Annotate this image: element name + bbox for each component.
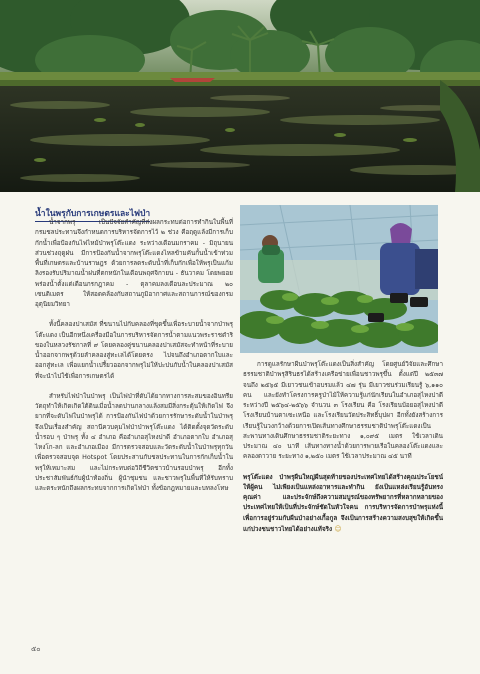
paragraph-forest-fire: สำหรับไฟป่าในป่าพรุ เป็นไฟป่าที่ดับได้ยากทางการสะสมของอินทรียวัตถุทำให้เกิดเกิดใต้ดินเมื่อน้ำลดปานกลางแล้งสมมีสิ่งกระตุ้นให้เกิดไฟ จึงยากที่จะดับไฟในป่าพรุได้ การป้องกันไฟป่าด้วยการรักษาระดับน้ำในป่าพรุจึงเป็นเรื่องสำคัญ สถานีควบคุมไฟป่าป่าพรุโต๊ะแดง ได้ติดตั้งจุดวัดระดับน้ำรอบ ๆ ป่าพรุ ทั้ง ๔ อำเภอ คืออำเภอสุไหงปาดี อำเภอตากใบ อำเภอสุไหงโก-ลก และอำเภอเมือง มีการตรวจสอบและวัดระดับน้ำในป่าพรุทุกวันเพื่อตรวจสอบจุด Hotspot โดยประสานกับชลประทานในการกักเก็บน้ำในพรุให้เหมาะสม และไม่กระทบต่อวิถีชีวิตชาวบ้านรอบป่าพรุ อีกทั้งประชาสัมพันธ์กับผู้นำท้องถิ่น ผู้นำชุมชน และชาวพรุในพื้นที่ให้รับทราบและตระหนักถึงผลกระทบจากการเกิดไฟป่า ทั้งข้อกฎหมายและบทลงโทษ (35, 392, 233, 492)
paragraph-water-management: น้ำจากพรุ เป็นปัจจัยสำคัญที่ส่งผลกระทบต่อการทำกินในพื้นที่ กรมชลประทานจึงกำหนดการบริหารจัดการไว้ ๒ ช่วง คือฤดูแล้งมีการเก็บกักน้ำเพื่อป้องกันไฟไหม้ป่าพรุโต๊ะแดง ระหว่างเดือนมกราคม - มิถุนายน ส่วนช่วงฤดูฝน มีการป้องกันน้ำจากพรุโต๊ะแดงไหลข้ามคันกั้นน้ำเข้าท่วมพื้นที่เกษตรและบ้านราษฎร ด้วยการลดระดับน้ำที่เก็บกักเพื่อให้พรุเป็นแก้มลิงรองรับปริมาณน้ำฝนที่ตกหนักในเดือนพฤศจิกายน - ธันวาคม โดยพยอยพร่องน้ำตั้งแต่เดือนกรกฎาคม - ตุลาคมลงเดือนละประมาณ ๒๐ เซนติเมตร ให้สอดคล้องกับสถานภูมิอากาศและสถานการณ์ของกรมอุตุนิยมวิทยา (35, 219, 233, 308)
smile-icon: ☺ (334, 524, 342, 533)
section-title: น้ำในพรุกับการเกษตรและไฟป่า (35, 206, 150, 222)
paragraph-conservation-network: การดูแลรักษาผืนป่าพรุโต๊ะแดงเป็นสิ่งสำคัญ โดยศูนย์วิจัยและศึกษาธรรมชาติป่าพรุสิรินธรได้สร้างเครือข่ายเพื่อนชาวพรุขึ้น ตั้งแต่ปี ๒๕๓๗ จนถึง ๒๕๖๕ มีเยาวชนเข้าอบรมแล้ว ๔๗ รุ่น มีเยาวชนร่วมเรียนรู้ ๖,๑๑๐ คน และยังทำโครงการครูป่าไม้ให้ความรู้แก่นักเรียนในอำเภอสุไหงปาดีระหว่างปี ๒๕๖๔-๒๕๖๖ จำนวน ๓ โรงเรียน คือ โรงเรียนบ้อยอสุไหงปาดี โรงเรียนบ้านตาเซะเหนือ และโรงเรียนวัดประสิทธิ์บุปผา อีกทั้งยังสร้างการเรียนรู้ในวงกว้างด้วยการเปิดเส้นทางศึกษาธรรมชาติป่าพรุโต๊ะแดงเป็นสะพานทางเดินศึกษาธรรมชาติระยะทาง ๑,๐๙๕ เมตร ใช้เวลาเดินประมาณ ๔๐ นาที เส้นทางทางน้ำด้วยการพายเรือในคลองโต๊ะแดงและคลองตาวาย ระยะทาง ๑,๒๕๐ เมตร ใช้เวลาประมาณ ๔๕ นาที (243, 361, 443, 461)
right-column (243, 360, 443, 545)
seedling-nursery-photo (240, 205, 438, 353)
closing-text: พรุโต๊ะแดง ป่าพรุผืนใหญ่ผืนสุดท้ายของประเทศไทยได้สร้างคุณประโยชน์ให้ผู้คน ไม่เพียงเป็นแหล่งอาหารและทำกิน ยังเป็นแหล่งเรียนรู้อันทรงคุณค่า และประจักษ์ถึงความสมบูรณ์ของทรัพยากรที่หลากหลายของประเทศไทยให้เป็นที่ประจักษ์ชัดในหัวใจคน การบริหารจัดการป่าพรุแห่งนี้เพื่อการอยู่ร่วมกับผืนป่าอย่างเกื้อกูล จึงเป็นการสร้างความสงบสุขให้เกิดขึ้นแก่ปวงชนชาวไทยได้อย่างแท้จริง (243, 473, 443, 533)
left-column (35, 218, 233, 504)
page-number: ๕๐ (31, 645, 41, 653)
paragraph-closing (243, 473, 443, 536)
hero-swamp-photo (0, 0, 480, 192)
paragraph-canal: ทั้งนี้คลองปาเสมัส ที่ขนานไปกับคลองที่ขุดขึ้นเพื่อระบายน้ำจากป่าพรุโต๊ะแดง เป็นอีกหนึ่งเครื่องมือในการบริหารจัดการน้ำตามแนวพระราชดำริของในหลวงรัชกาลที่ ๙ โดยคลองคู่ขนานคลองปาเสมัสจะทำหน้าที่ระบายน้ำออกจากพรุด้วยลำคลองสู่ทะเลได้โดยตรง ไปจนถึงอำเภอตากใบและออกสู่ทะเล เพื่อแยกน้ำเปรี้ยวออกจากพรุไม่ให้ปะปนกับน้ำในคลองปาเสมัสที่จะนำไปใช้เพื่อการเกษตรได้ (35, 321, 233, 380)
